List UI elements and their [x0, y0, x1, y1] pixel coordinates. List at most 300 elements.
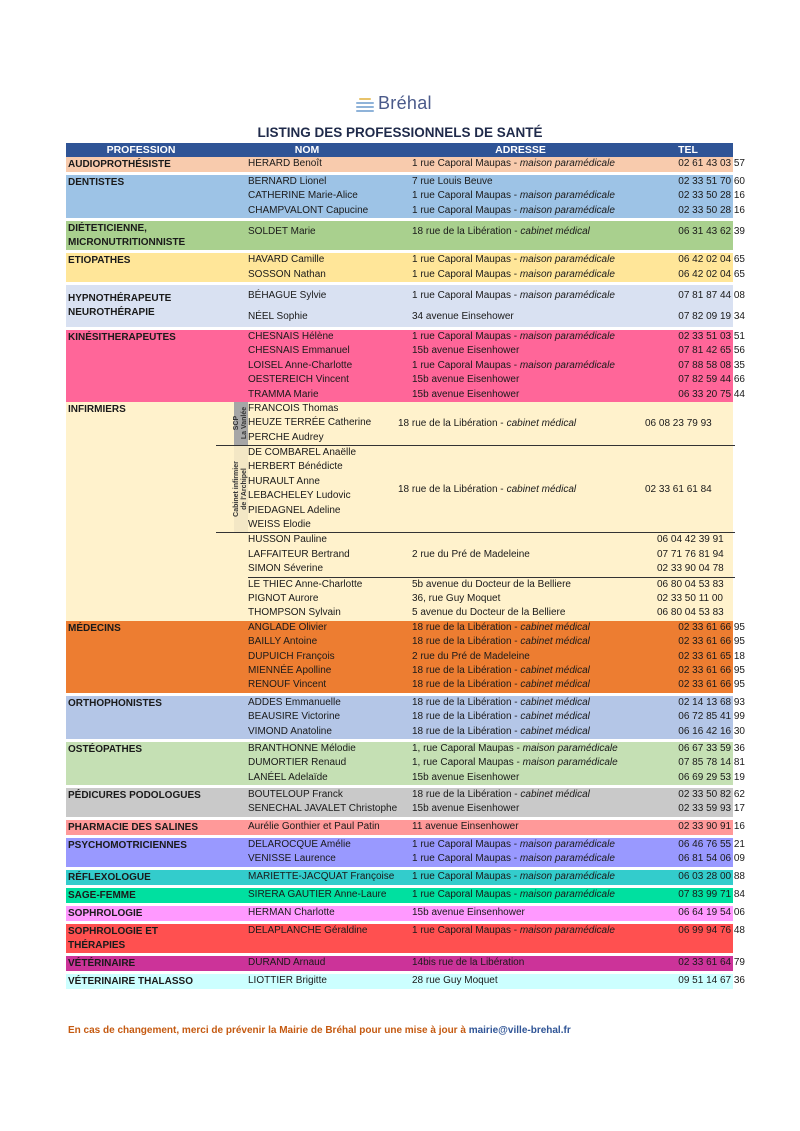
table-row	[216, 344, 747, 358]
address-cell	[412, 756, 657, 770]
table-row	[216, 820, 747, 834]
profession-rows	[216, 330, 747, 402]
address-note: cabinet médical	[506, 483, 577, 495]
cabinet-label-text	[233, 461, 249, 517]
profession-label: HYPNOTHÉRAPEUTE NEUROTHÉRAPIE	[68, 293, 172, 319]
professional-name: LEBACHELEY Ludovic	[248, 490, 351, 502]
address-note: maison paramédicale	[519, 330, 615, 342]
header-tel: TEL	[678, 144, 698, 156]
phone-number: 07 82 59 44 66	[678, 374, 745, 386]
phone-number: 06 46 76 55 21	[678, 838, 745, 850]
profession-group	[66, 742, 745, 785]
phone-column	[657, 533, 724, 576]
profession-rows	[216, 974, 747, 989]
address-note: cabinet médical	[520, 696, 590, 708]
profession-rows	[216, 924, 747, 953]
address-text: 14bis rue de la Libération	[412, 956, 525, 968]
table-row	[216, 373, 747, 387]
phone-number: 06 16 42 16 30	[678, 725, 745, 737]
profession-rows	[216, 696, 747, 739]
phone-number: 02 33 51 70 60	[678, 176, 745, 187]
table-row	[216, 175, 747, 189]
professional-name: CATHERINE Marie-Alice	[248, 190, 358, 202]
address-cell	[412, 664, 657, 678]
address-text: 2 rue du Pré de Madeleine	[412, 650, 530, 662]
address-cell	[412, 710, 657, 724]
professional-name: NÉEL Sophie	[248, 310, 308, 322]
phone-number: 09 51 14 67 36	[678, 974, 745, 986]
profession-rows	[216, 956, 747, 971]
address-note: maison paramédicale	[519, 190, 615, 202]
phone-number: 02 33 59 93 17	[678, 803, 745, 815]
table-header	[66, 143, 733, 157]
address-text: 28 rue Guy Moquet	[412, 974, 498, 986]
address-note: maison paramédicale	[519, 204, 615, 216]
address-text: 18 rue de la Libération -	[412, 711, 521, 723]
cabinet-label	[234, 446, 248, 532]
phone-number: 02 33 61 61 84	[645, 483, 712, 495]
phone-number: 02 33 50 28 16	[678, 190, 745, 202]
professional-name: ADDES Emmanuelle	[248, 696, 341, 708]
profession-label: INFIRMIERS	[68, 403, 126, 415]
professional-name: VIMOND Anatoline	[248, 725, 332, 737]
address-note: maison paramédicale	[519, 289, 615, 301]
professional-name: PIEDAGNEL Adeline	[248, 504, 341, 516]
professional-name: ANGLADE Olivier	[248, 621, 327, 633]
address-text: 15b avenue Eisenhower	[412, 771, 520, 783]
professional-name: SENECHAL JAVALET Christophe	[248, 803, 398, 815]
table-row	[216, 974, 747, 988]
profession-group	[66, 888, 745, 903]
professional-name: BOUTELOUP Franck	[248, 789, 343, 801]
address-column	[412, 533, 657, 576]
profession-label: SOPHROLOGIE ET THÉRAPIES	[68, 925, 159, 951]
address-note: maison paramédicale	[519, 359, 615, 371]
profession-label: VÉTERINAIRE THALASSO	[68, 975, 194, 987]
professional-name: DURAND Arnaud	[248, 956, 326, 968]
address-cell	[412, 838, 657, 852]
infirmiers-subgroup	[248, 578, 735, 621]
cabinet-label-line2: La Vanlée	[241, 407, 248, 440]
address-cell	[412, 175, 657, 189]
phone-number: 06 33 20 75 44	[678, 388, 745, 400]
names-column	[248, 533, 412, 576]
address-text: 18 rue de la Libération -	[412, 664, 521, 676]
profession-group	[66, 870, 745, 885]
phone-number: 06 42 02 04 65	[678, 268, 745, 280]
address-text: 15b avenue Eisenhower	[412, 803, 520, 815]
profession-label: SAGE-FEMME	[68, 889, 136, 901]
address-cell	[412, 696, 657, 710]
footer-email-link[interactable]: mairie@ville-brehal.fr	[468, 1025, 571, 1036]
table-row	[216, 838, 747, 852]
profession-group	[66, 221, 745, 250]
address-cell	[412, 820, 657, 834]
profession-label: ORTHOPHONISTES	[68, 697, 162, 709]
address-note: cabinet médical	[520, 711, 590, 723]
address-note: cabinet médical	[520, 636, 590, 648]
professional-name: LIOTTIER Brigitte	[248, 974, 327, 986]
health-professionals-table	[66, 143, 745, 989]
table-row	[216, 204, 747, 218]
profession-group	[66, 621, 745, 693]
address-text: 1 rue Caporal Maupas -	[412, 853, 520, 865]
phone-number: 06 31 43 62 39	[678, 226, 745, 238]
address-note: cabinet médical	[506, 417, 577, 429]
header-nom: NOM	[294, 144, 320, 156]
professional-name: HURAULT Anne	[248, 475, 320, 487]
address-cell	[412, 956, 657, 970]
address-cell	[412, 373, 657, 387]
phone-number: 07 88 58 08 35	[678, 359, 745, 371]
phone-number: 02 33 50 82 62	[678, 789, 745, 801]
address-cell	[412, 974, 657, 988]
table-row	[216, 285, 747, 306]
professional-name: DE COMBAREL Anaëlle	[248, 447, 357, 459]
cabinet-names	[248, 402, 398, 445]
professional-name: TRAMMA Marie	[248, 388, 319, 400]
professional-name: DELAPLANCHE Géraldine	[248, 924, 368, 936]
address-text: 18 rue de la Libération -	[412, 725, 521, 737]
professional-name: RENOUF Vincent	[248, 679, 327, 691]
profession-label: MÉDECINS	[68, 622, 121, 634]
address-text: 15b avenue Eisenhower	[412, 388, 520, 400]
phone-number: 07 71 76 81 94	[657, 548, 724, 560]
address-cell	[412, 771, 657, 785]
table-row	[216, 678, 747, 692]
profession-rows	[216, 157, 747, 172]
address-note: maison paramédicale	[522, 757, 618, 769]
professional-name: HERARD Benoît	[248, 158, 322, 169]
address-text: 5 avenue du Docteur de la Belliere	[412, 607, 566, 619]
profession-group	[66, 838, 745, 867]
table-row	[216, 771, 747, 785]
address-text: 5b avenue du Docteur de la Belliere	[412, 578, 571, 590]
logo-text: Bréhal	[378, 93, 432, 113]
address-cell	[412, 852, 657, 866]
professional-name: SIRERA GAUTIER Anne-Laure	[248, 888, 387, 900]
table-row	[216, 742, 747, 756]
profession-label: KINÉSITHERAPEUTES	[68, 331, 176, 343]
cabinet-names	[248, 446, 398, 532]
profession-rows	[216, 253, 747, 282]
profession-rows	[216, 175, 747, 218]
address-text: 18 rue de la Libération -	[412, 696, 521, 708]
professional-name: SIMON Séverine	[248, 563, 324, 575]
profession-rows	[216, 621, 747, 693]
phone-number: 06 03 28 00 88	[678, 870, 745, 882]
address-text: 1 rue Caporal Maupas -	[412, 204, 520, 216]
phone-number: 06 81 54 06 09	[678, 853, 745, 865]
address-text: 18 rue de la Libération -	[412, 226, 521, 238]
professional-name: LOISEL Anne-Charlotte	[248, 359, 353, 371]
cabinet-block	[216, 402, 735, 446]
address-cell	[412, 268, 657, 282]
table-row	[216, 359, 747, 373]
waves-sun-icon	[356, 97, 374, 111]
professional-name: SOSSON Nathan	[248, 268, 326, 280]
phone-number: 02 33 61 65 18	[678, 650, 745, 662]
address-note: cabinet médical	[520, 664, 590, 676]
address-cell	[412, 253, 657, 267]
table-row	[216, 330, 747, 344]
cabinet-label	[234, 402, 248, 445]
address-note: maison paramédicale	[519, 268, 615, 280]
address-cell	[398, 446, 643, 532]
address-note: cabinet médical	[520, 789, 590, 801]
address-cell	[412, 189, 657, 203]
profession-group	[66, 906, 745, 921]
address-note: maison paramédicale	[519, 853, 615, 865]
address-cell	[412, 870, 657, 884]
table-row	[216, 650, 747, 664]
phone-number: 06 72 85 41 99	[678, 711, 745, 723]
address-note: maison paramédicale	[519, 870, 615, 882]
address-text: 1 rue Caporal Maupas -	[412, 330, 520, 342]
address-text: 1, rue Caporal Maupas -	[412, 742, 523, 754]
phone-number: 02 33 90 91 16	[678, 820, 745, 832]
phone-number: 07 85 78 14 81	[678, 757, 745, 769]
footer-note	[68, 1025, 571, 1036]
table-row	[216, 888, 747, 902]
professional-name: BERNARD Lionel	[248, 176, 327, 187]
address-note: maison paramédicale	[519, 888, 615, 900]
cabinet-label-line1: Cabinet infirmier	[233, 461, 240, 518]
phone-number: 02 33 50 11 00	[657, 592, 723, 604]
phone-column	[657, 578, 724, 621]
address-cell	[412, 621, 657, 635]
address-text: 1 rue Caporal Maupas -	[412, 924, 520, 936]
page-title: LISTING DES PROFESSIONNELS DE SANTÉ	[257, 125, 543, 140]
address-note: maison paramédicale	[519, 158, 615, 169]
profession-label: RÉFLEXOLOGUE	[68, 871, 151, 883]
profession-label: OSTÉOPATHES	[68, 743, 143, 755]
professional-name: HERBERT Bénédicte	[248, 461, 343, 473]
table-row	[216, 664, 747, 678]
phone-number: 07 81 42 65 56	[678, 345, 745, 357]
address-text: 11 avenue Einsenhower	[412, 820, 519, 832]
address-text: 18 rue de la Libération -	[412, 621, 521, 633]
address-cell	[398, 402, 643, 445]
profession-rows	[216, 285, 747, 327]
profession-label: PSYCHOMOTRICIENNES	[68, 839, 187, 851]
phone-number: 06 08 23 79 93	[645, 417, 712, 429]
address-note: maison paramédicale	[519, 838, 615, 850]
profession-rows	[216, 888, 747, 903]
address-note: cabinet médical	[520, 226, 590, 238]
table-row	[216, 635, 747, 649]
phone-number: 02 33 61 64 79	[678, 956, 745, 968]
brehal-logo	[356, 93, 432, 114]
address-cell	[412, 678, 657, 692]
table-row	[216, 756, 747, 770]
phone-number: 06 99 94 76 48	[678, 924, 745, 936]
address-cell	[412, 802, 657, 816]
profession-rows	[216, 221, 747, 250]
infirmiers-subgroup	[248, 533, 735, 577]
profession-group	[66, 956, 745, 971]
phone-number: 06 42 02 04 65	[678, 254, 745, 266]
address-cell	[412, 924, 657, 938]
profession-group	[66, 924, 745, 953]
profession-rows	[216, 788, 747, 817]
cabinet-block	[216, 446, 735, 533]
professional-name: HERMAN Charlotte	[248, 906, 335, 918]
profession-group	[66, 330, 745, 402]
address-text: 1 rue Caporal Maupas -	[412, 289, 520, 301]
profession-label: AUDIOPROTHÉSISTE	[68, 159, 171, 170]
professional-name: PIGNOT Aurore	[248, 592, 319, 604]
table-row	[216, 306, 747, 327]
address-note: cabinet médical	[520, 621, 590, 633]
profession-group	[66, 788, 745, 817]
address-text: 1 rue Caporal Maupas -	[412, 190, 520, 202]
header-profession: PROFESSION	[106, 144, 176, 156]
table-row	[216, 956, 747, 970]
address-note: cabinet médical	[520, 725, 590, 737]
address-text: 1 rue Caporal Maupas -	[412, 158, 520, 169]
cabinet-label-line1: SCP	[233, 416, 240, 431]
address-cell	[412, 285, 657, 306]
address-text: 1 rue Caporal Maupas -	[412, 888, 520, 900]
table-row	[216, 268, 747, 282]
profession-group	[66, 696, 745, 739]
address-cell	[412, 221, 657, 242]
profession-label: DIÉTETICIENNE, MICRONUTRITIONNISTE	[68, 223, 186, 249]
table-row	[216, 157, 747, 171]
table-row	[216, 710, 747, 724]
profession-group	[66, 157, 745, 172]
address-cell	[412, 742, 657, 756]
professional-name: SOLDET Marie	[248, 226, 316, 238]
professional-name: CHAMPVALONT Capucine	[248, 204, 369, 216]
phone-number: 06 80 04 53 83	[657, 607, 724, 619]
table-row	[216, 725, 747, 739]
phone-number: 02 61 43 03 57	[678, 158, 745, 169]
profession-rows	[216, 870, 747, 885]
address-text: 18 rue de la Libération -	[412, 636, 521, 648]
phone-number: 02 33 90 04 78	[657, 563, 724, 575]
phone-number: 02 33 61 66 95	[678, 621, 745, 633]
table-row	[216, 189, 747, 203]
address-cell	[412, 635, 657, 649]
phone-number: 02 14 13 68 93	[678, 696, 745, 708]
professional-name: Aurélie Gonthier et Paul Patin	[248, 820, 380, 832]
address-note: maison paramédicale	[522, 742, 618, 754]
address-text: 1 rue Caporal Maupas -	[412, 838, 520, 850]
footer-text: En cas de changement, merci de prévenir la Mairie de Bréhal pour une mise à jour à	[68, 1025, 469, 1036]
profession-group	[66, 974, 745, 989]
professional-name: BÉHAGUE Sylvie	[248, 289, 327, 301]
header-adresse: ADRESSE	[495, 144, 546, 156]
profession-label: ETIOPATHES	[68, 255, 131, 267]
professional-name: LE THIEC Anne-Charlotte	[248, 578, 363, 590]
phone-number: 06 64 19 54 06	[678, 906, 745, 918]
professional-name: CHESNAIS Hélène	[248, 330, 334, 342]
address-cell	[412, 306, 657, 327]
professional-name: VENISSE Laurence	[248, 853, 336, 865]
professional-name: LANÉEL Adelaïde	[248, 771, 328, 783]
address-text: 7 rue Louis Beuve	[412, 176, 493, 187]
phone-number: 06 04 42 39 91	[657, 534, 724, 546]
phone-number: 06 67 33 59 36	[678, 742, 745, 754]
table-row	[216, 696, 747, 710]
profession-label: VÉTÉRINAIRE	[68, 957, 136, 969]
profession-rows	[216, 838, 747, 867]
professional-name: DUMORTIER Renaud	[248, 757, 347, 769]
professional-name: DUPUICH François	[248, 650, 335, 662]
table-row	[216, 221, 747, 242]
table-row	[216, 388, 747, 402]
table-row	[216, 870, 747, 884]
professional-name: BAILLY Antoine	[248, 636, 318, 648]
phone-number: 02 33 61 66 95	[678, 679, 745, 691]
address-note: maison paramédicale	[519, 924, 615, 936]
professional-name: BRANTHONNE Mélodie	[248, 742, 356, 754]
professional-name: BEAUSIRE Victorine	[248, 711, 341, 723]
professional-name: MARIETTE-JACQUAT Françoise	[248, 870, 395, 882]
professional-name: FRANCOIS Thomas	[248, 402, 339, 414]
phone-number: 07 81 87 44 08	[678, 289, 745, 301]
phone-number: 02 33 61 66 95	[678, 664, 745, 676]
address-text: 1 rue Caporal Maupas -	[412, 870, 520, 882]
professional-name: LAFFAITEUR Bertrand	[248, 548, 350, 560]
phone-number: 07 83 99 71 84	[678, 888, 745, 900]
address-text: 1 rue Caporal Maupas -	[412, 254, 520, 266]
table-row	[216, 788, 747, 802]
table-row	[216, 802, 747, 816]
address-cell	[412, 388, 657, 402]
cabinet-label-text	[233, 407, 249, 439]
address-text: 18 rue de la Libération -	[412, 789, 521, 801]
cabinet-label-line2: de l'Archipel	[241, 468, 248, 511]
phone-number: 06 69 29 53 19	[678, 771, 745, 783]
address-column	[412, 578, 657, 621]
profession-rows	[216, 906, 747, 921]
professional-name: DELAROCQUE Amélie	[248, 838, 351, 850]
table-row	[216, 852, 747, 866]
profession-group	[66, 175, 745, 218]
address-text: 2 rue du Pré de Madeleine	[412, 548, 530, 560]
address-text: 1, rue Caporal Maupas -	[412, 757, 523, 769]
address-cell	[412, 906, 657, 920]
profession-label: PÉDICURES PODOLOGUES	[68, 790, 201, 802]
infirmiers-body	[216, 402, 735, 621]
address-text: 15b avenue Eisenhower	[412, 345, 520, 357]
profession-label: DENTISTES	[68, 177, 125, 188]
address-text: 1 rue Caporal Maupas -	[412, 359, 520, 371]
address-cell	[412, 359, 657, 373]
profession-label: PHARMACIE DES SALINES	[68, 821, 199, 833]
address-note: cabinet médical	[520, 679, 590, 691]
profession-group	[66, 253, 745, 282]
address-cell	[412, 330, 657, 344]
profession-group-infirmiers	[66, 402, 733, 621]
address-cell	[412, 788, 657, 802]
profession-group	[66, 285, 745, 327]
profession-label: SOPHROLOGIE	[68, 907, 143, 919]
address-note: maison paramédicale	[519, 254, 615, 266]
address-text: 18 rue de la Libération -	[398, 483, 504, 495]
profession-group	[66, 820, 745, 835]
address-cell	[412, 344, 657, 358]
professional-name: HUSSON Pauline	[248, 534, 327, 546]
address-text: 34 avenue Einsehower	[412, 310, 514, 322]
address-cell	[412, 650, 657, 664]
address-text: 15b avenue Eisenhower	[412, 374, 520, 386]
professional-name: HAVARD Camille	[248, 254, 325, 266]
professional-name: THOMPSON Sylvain	[248, 607, 341, 619]
